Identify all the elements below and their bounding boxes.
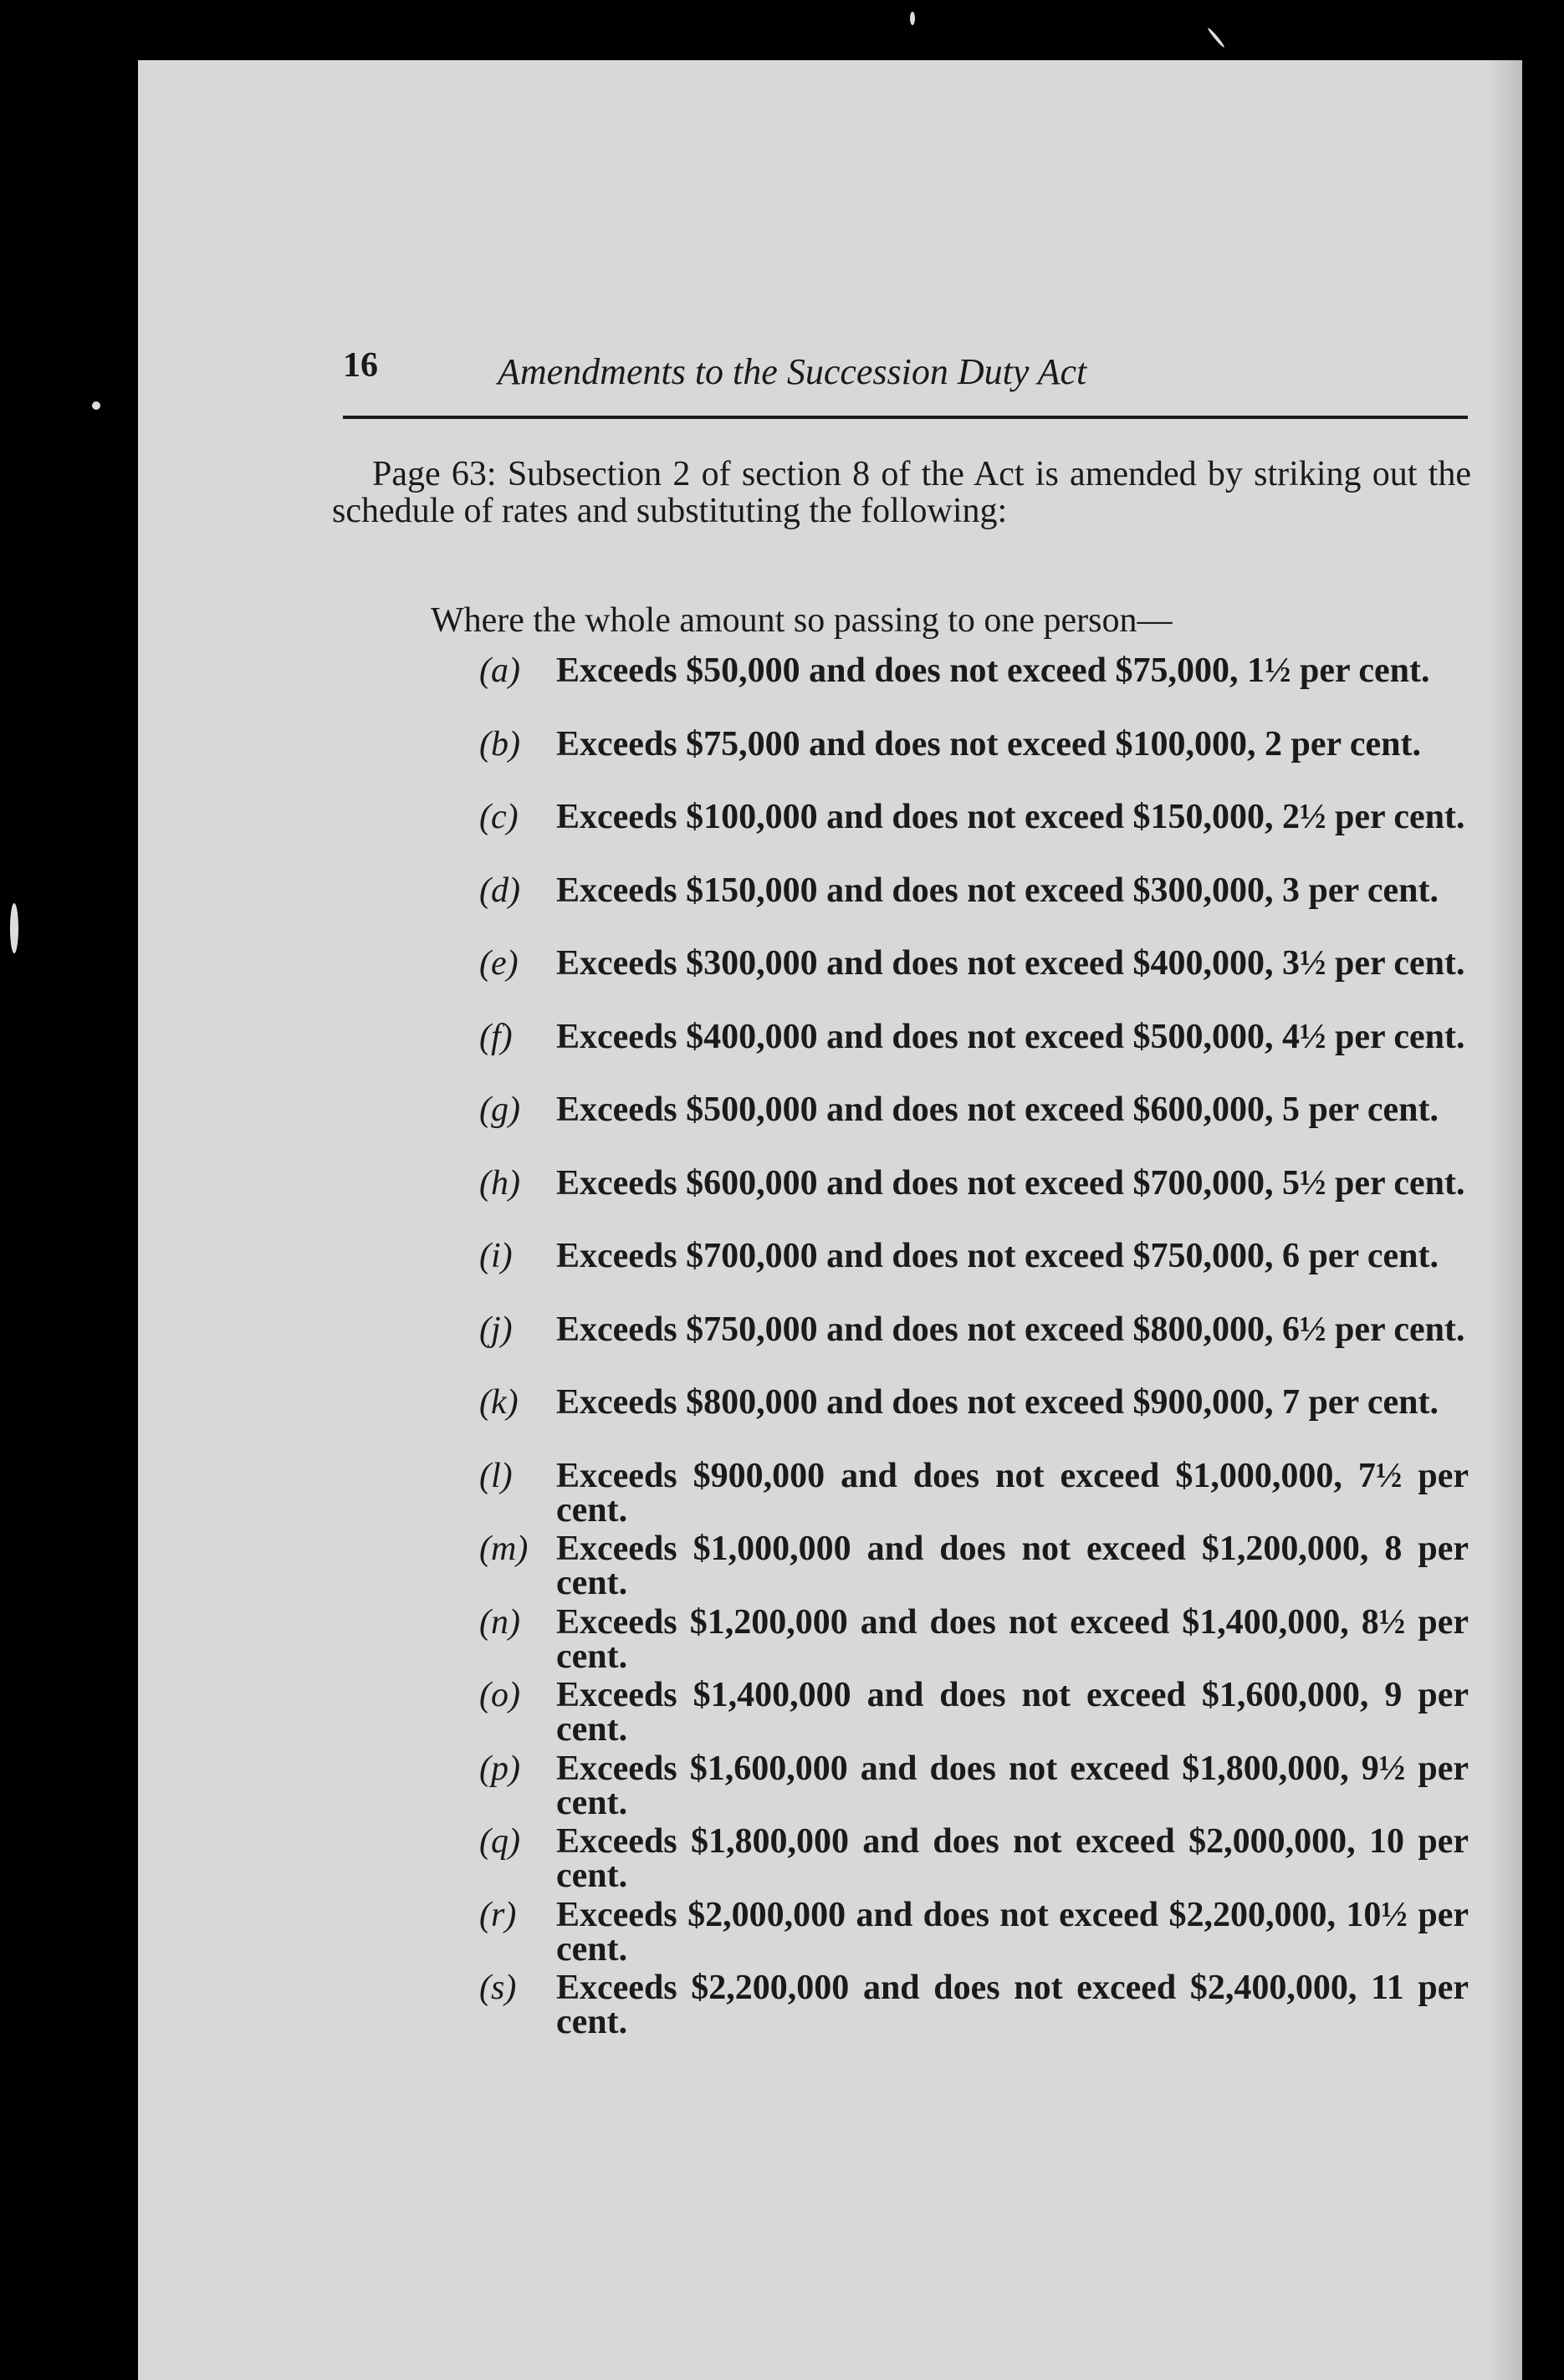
schedule-item xyxy=(479,1602,1469,1679)
schedule-item xyxy=(479,1017,1469,1094)
item-letter: (s) xyxy=(479,1969,517,2007)
rate-schedule xyxy=(479,651,1469,2045)
schedule-item xyxy=(479,1822,1469,1898)
scan-speck xyxy=(1207,27,1225,49)
item-text: Exceeds $1,000,000 and does not exceed $1,200,000, 8 per cent. xyxy=(556,1530,1469,1602)
schedule-item xyxy=(479,871,1469,947)
item-letter: (p) xyxy=(479,1749,520,1788)
item-letter: (l) xyxy=(479,1456,513,1495)
schedule-item xyxy=(479,944,1469,1020)
item-letter: (q) xyxy=(479,1822,520,1861)
item-text: Exceeds $750,000 and does not exceed $800,000, 6½ per cent. xyxy=(556,1310,1465,1349)
schedule-lead-in: Where the whole amount so passing to one person— xyxy=(431,601,1173,640)
schedule-item xyxy=(479,1532,1469,1606)
schedule-item xyxy=(479,1971,1469,2045)
scan-speck xyxy=(10,903,18,953)
item-text: Exceeds $500,000 and does not exceed $600,000, 5 per cent. xyxy=(556,1090,1439,1129)
item-letter: (r) xyxy=(479,1895,517,1934)
scan-speck xyxy=(910,12,915,25)
item-text: Exceeds $1,200,000 and does not exceed $1,400,000, 8½ per cent. xyxy=(556,1602,1469,1676)
item-letter: (c) xyxy=(479,798,519,836)
schedule-item xyxy=(479,1749,1469,1826)
item-text: Exceeds $2,000,000 and does not exceed $2,200,000, 10½ per cent. xyxy=(556,1895,1469,1969)
schedule-item xyxy=(479,1895,1469,1972)
item-letter: (d) xyxy=(479,871,520,910)
schedule-item xyxy=(479,1090,1469,1167)
item-text: Exceeds $50,000 and does not exceed $75,000, 1½ per cent. xyxy=(556,651,1430,690)
schedule-item xyxy=(479,1310,1469,1387)
item-letter: (m) xyxy=(479,1530,529,1568)
item-letter: (g) xyxy=(479,1090,520,1129)
item-letter: (b) xyxy=(479,724,520,764)
page-number: 16 xyxy=(343,346,378,385)
schedule-item xyxy=(479,651,1469,728)
item-text: Exceeds $1,400,000 and does not exceed $1,600,000, 9 per cent. xyxy=(556,1676,1469,1749)
document-page xyxy=(138,60,1522,2380)
schedule-item xyxy=(479,800,1469,874)
schedule-item xyxy=(479,1239,1469,1313)
item-letter: (f) xyxy=(479,1017,513,1056)
scan-speck xyxy=(92,401,100,410)
intro-paragraph: Page 63: Subsection 2 of section 8 of the Act is amended by striking out the schedule of rates and substituting the following: xyxy=(332,455,1471,530)
item-letter: (h) xyxy=(479,1163,520,1203)
item-letter: (a) xyxy=(479,651,520,690)
item-text: Exceeds $900,000 and does not exceed $1,000,000, 7½ per cent. xyxy=(556,1456,1469,1530)
item-text: Exceeds $2,200,000 and does not exceed $2,400,000, 11 per cent. xyxy=(556,1969,1469,2041)
item-text: Exceeds $600,000 and does not exceed $700,000, 5½ per cent. xyxy=(556,1163,1465,1203)
item-text: Exceeds $400,000 and does not exceed $500,000, 4½ per cent. xyxy=(556,1017,1465,1056)
item-text: Exceeds $700,000 and does not exceed $750,000, 6 per cent. xyxy=(556,1237,1439,1275)
item-text: Exceeds $1,800,000 and does not exceed $2,000,000, 10 per cent. xyxy=(556,1822,1469,1895)
item-letter: (k) xyxy=(479,1383,519,1422)
item-letter: (o) xyxy=(479,1676,520,1714)
item-letter: (n) xyxy=(479,1602,520,1642)
schedule-item xyxy=(479,1383,1469,1459)
item-text: Exceeds $1,600,000 and does not exceed $1,800,000, 9½ per cent. xyxy=(556,1749,1469,1822)
item-text: Exceeds $150,000 and does not exceed $300,000, 3 per cent. xyxy=(556,871,1439,910)
page-edge-shadow xyxy=(1489,60,1522,2380)
item-letter: (i) xyxy=(479,1237,513,1275)
running-head: Amendments to the Succession Duty Act xyxy=(498,351,1087,392)
item-text: Exceeds $800,000 and does not exceed $900,000, 7 per cent. xyxy=(556,1383,1439,1422)
schedule-item xyxy=(479,724,1469,801)
item-letter: (e) xyxy=(479,944,519,983)
page-header xyxy=(343,345,1468,419)
item-text: Exceeds $100,000 and does not exceed $150,000, 2½ per cent. xyxy=(556,798,1465,836)
schedule-item xyxy=(479,1678,1469,1752)
item-letter: (j) xyxy=(479,1310,513,1349)
item-text: Exceeds $300,000 and does not exceed $400,000, 3½ per cent. xyxy=(556,944,1465,983)
schedule-item xyxy=(479,1456,1469,1533)
item-text: Exceeds $75,000 and does not exceed $100,000, 2 per cent. xyxy=(556,724,1421,764)
schedule-item xyxy=(479,1163,1469,1240)
